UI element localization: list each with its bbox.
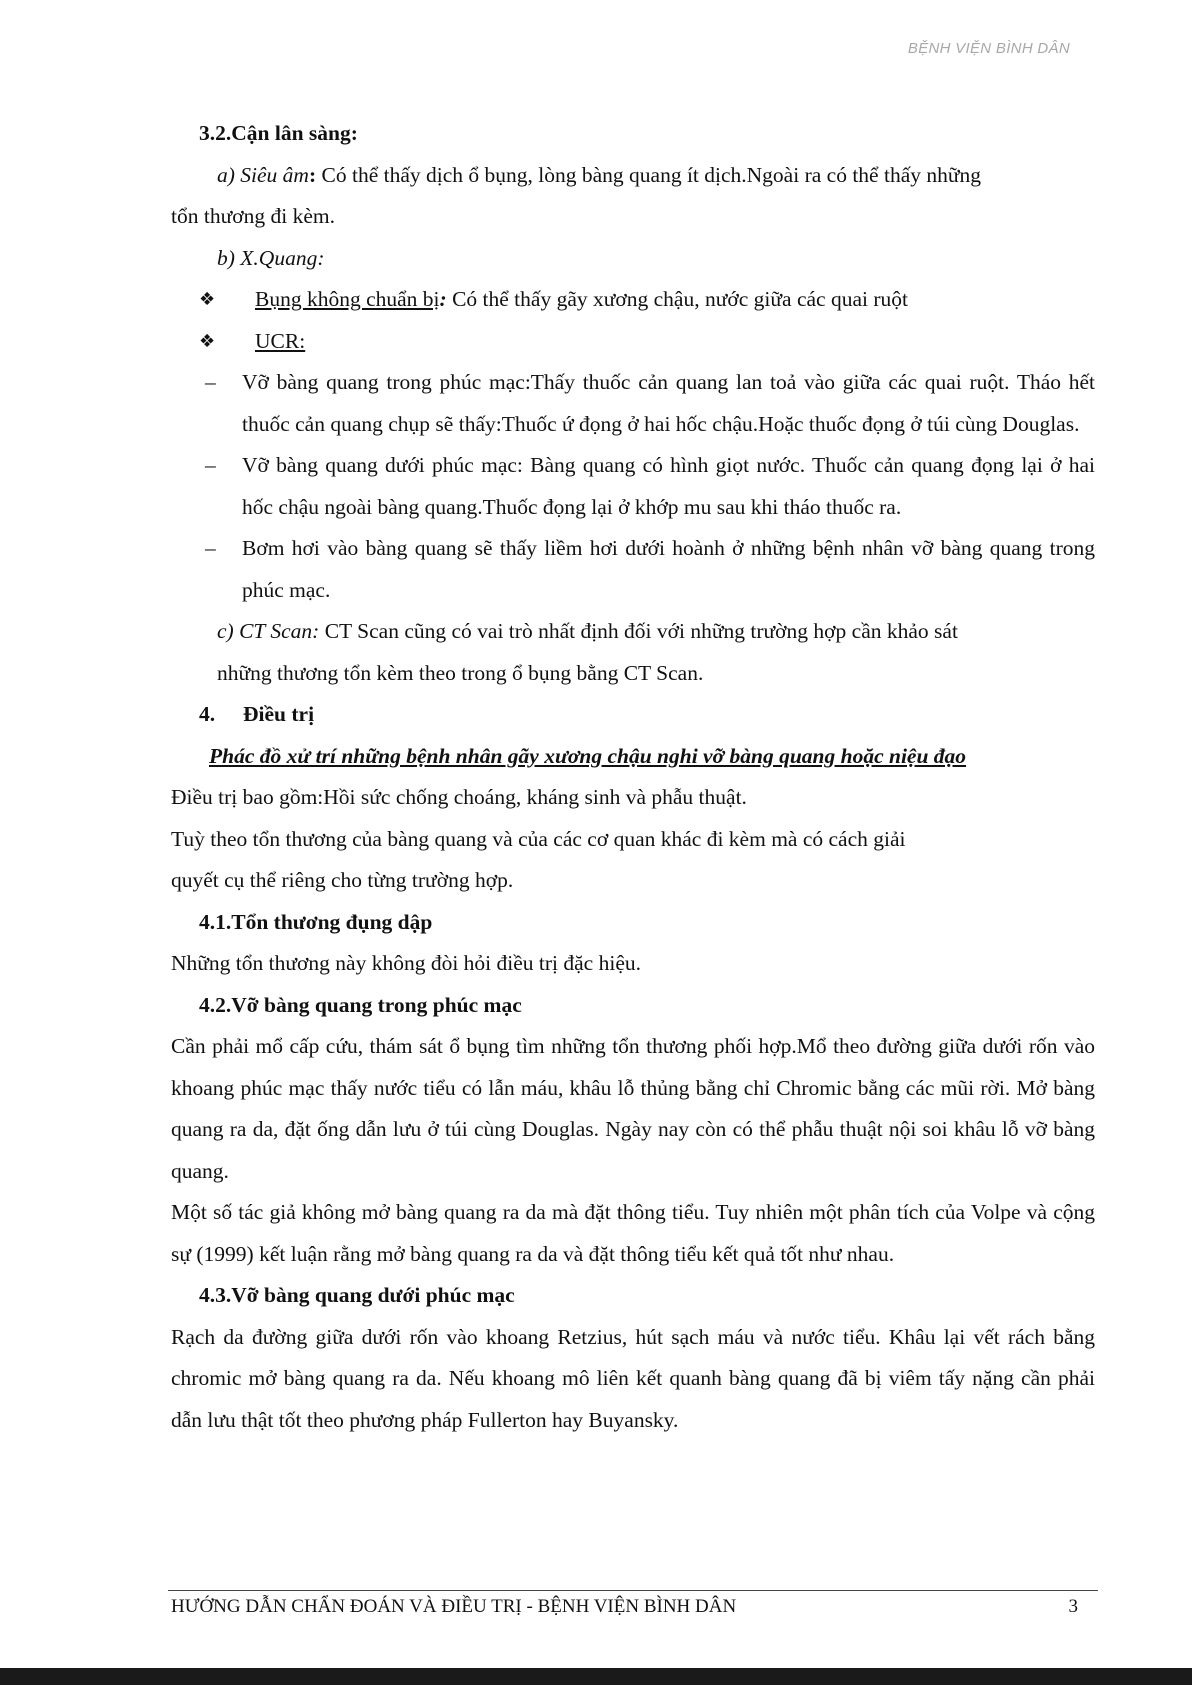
section-4-2-paragraph: Cần phải mổ cấp cứu, thám sát ổ bụng tìm những tổn thương phối hợp.Mổ theo đường giữa dưới rốn vào khoang phúc mạc thấy nước tiểu có lẫn máu, khâu lỗ thủng bằng chỉ Chromic bằng các mũi rời. Mở bàng quang ra da, đặt ống dẫn lưu ở túi cùng Douglas. Ngày nay còn có thể phẫu thuật nội soi khâu lỗ vỡ bàng quang. [171,1034,1095,1183]
section-4-2-heading: 4.2.Vỡ bàng quang trong phúc mạc [199,992,522,1017]
bullet-text: UCR: [255,328,306,353]
section-4-heading [171,694,1095,736]
treatment-paragraph: Điều trị bao gồm:Hồi sức chống choáng, kháng sinh và phẫu thuật. [171,785,747,809]
dash-bullet: – [205,536,216,560]
page-footer [171,1596,1078,1618]
section-4-3-heading: 4.3.Vỡ bàng quang dưới phúc mạc [199,1283,515,1307]
dash-bullet: – [205,453,216,477]
ultrasound-paragraph: a) Siêu âm: Có thể thấy dịch ổ bụng, lòng bàng quang ít dịch.Ngoài ra có thể thấy những [217,162,982,187]
treatment-paragraph-2-cont: quyết cụ thể riêng cho từng trường hợp. [171,868,514,892]
section-4-1-paragraph: Những tổn thương này không đòi hỏi điều trị đặc hiệu. [171,951,641,975]
protocol-title: Phác đồ xử trí những bệnh nhân gãy xương chậu nghi vỡ bàng quang hoặc niệu đạo [209,743,967,768]
diamond-bullet-icon: ❖ [199,330,216,352]
section-number: 4. [199,702,216,726]
ct-scan-paragraph: c) CT Scan: CT Scan cũng có vai trò nhất định đối với những trường hợp cần khảo sát [217,619,958,643]
ultrasound-paragraph-cont: tổn thương đi kèm. [171,204,335,228]
dash-bullet: – [205,370,216,394]
diamond-bullet-icon: ❖ [199,289,216,310]
running-header: BỆNH VIỆN BÌNH DÂN [907,40,1070,57]
page-number: 3 [1068,1596,1078,1617]
section-3-2-heading: 3.2.Cận lân sàng: [199,121,358,145]
section-4-3-paragraph: Rạch da đường giữa dưới rốn vào khoang Retzius, hút sạch máu và nước tiểu. Khâu lại vết rách bằng chromic mở bàng quang ra da. Nếu khoang mô liên kết quanh bàng quang đã bị viêm tấy nặng cần phải dẫn lưu thật tốt theo phương pháp Fullerton hay Buyansky. [171,1324,1095,1432]
section-4-1-heading: 4.1.Tổn thương đụng dập [199,909,433,934]
bullet-item [171,321,1095,363]
footer-divider [168,1590,1098,1591]
dash-item [171,445,1095,528]
dash-text: Bơm hơi vào bàng quang sẽ thấy liềm hơi dưới hoành ở những bệnh nhân vỡ bàng quang trong phúc mạc. [242,536,1095,602]
section-4-2-paragraph-2: Một số tác giả không mở bàng quang ra da mà đặt thông tiểu. Tuy nhiên một phân tích của Volpe và cộng sự (1999) kết luận rằng mở bàng quang ra da và đặt thông tiểu kết quả tốt như nhau. [171,1200,1095,1266]
page-content [171,113,1095,1441]
bullet-item [171,279,1095,321]
ct-scan-paragraph-cont: những thương tổn kèm theo trong ổ bụng bằng CT Scan. [217,660,704,685]
bottom-edge-bar [0,1668,1192,1685]
xray-label: b) X.Quang: [217,245,325,270]
section-title: Điều trị [243,702,315,726]
dash-text: Vỡ bàng quang dưới phúc mạc: Bàng quang có hình giọt nước. Thuốc cản quang đọng lại ở hai hốc chậu ngoài bàng quang.Thuốc đọng lại ở khớp mu sau khi tháo thuốc ra. [242,453,1095,519]
dash-item [171,528,1095,611]
dash-text: Vỡ bàng quang trong phúc mạc:Thấy thuốc cản quang lan toả vào giữa các quai ruột. Tháo hết thuốc cản quang chụp sẽ thấy:Thuốc ứ đọng ở hai hốc chậu.Hoặc thuốc đọng ở túi cùng Douglas. [242,370,1095,436]
bullet-text: Bụng không chuẩn bị: Có thể thấy gãy xương chậu, nước giữa các quai ruột [255,287,908,311]
footer-title: HƯỚNG DẪN CHẨN ĐOÁN VÀ ĐIỀU TRỊ - BỆNH VIỆN BÌNH DÂN [171,1596,737,1617]
treatment-paragraph-2: Tuỳ theo tổn thương của bàng quang và của các cơ quan khác đi kèm mà có cách giải [171,826,906,851]
dash-item [171,362,1095,445]
